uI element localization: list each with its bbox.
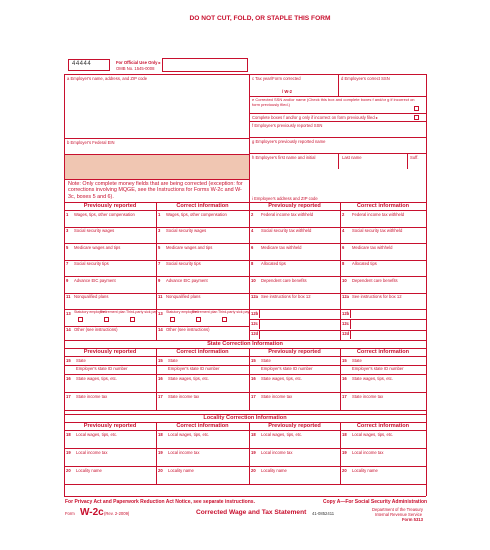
box-label: Local wages, tips, etc.: [76, 431, 118, 437]
box-e2-label: Complete boxes f and/or g only if incorrect on form previously filed ▸: [252, 115, 378, 120]
box-label: Allocated tips: [261, 261, 286, 266]
box-label: State income tax: [261, 393, 293, 399]
rule: [426, 74, 427, 496]
note-text: Note: Only complete money fields that are being corrected (exception: for corrections involving MQGE, see the Instructions for Forms W-2c and W-3c, boxes 5 and 6).: [68, 181, 243, 200]
copy-label: Copy A—For Social Security Administration: [323, 499, 428, 505]
box-label: Advance EIC payment: [166, 277, 208, 283]
rule: [64, 356, 426, 357]
box-14-label: 14: [66, 327, 71, 332]
rule: [350, 310, 351, 318]
box-label: State: [168, 357, 178, 363]
box-label: 9: [158, 277, 161, 283]
box-label: Local wages, tips, etc.: [261, 431, 303, 437]
privacy-notice: For Privacy Act and Paperwork Reduction Act Notice, see separate instructions.: [65, 499, 255, 505]
rule: [64, 74, 426, 75]
box-label: State: [76, 357, 86, 363]
box-label: 3: [66, 228, 69, 233]
box-14-text: Other (see instructions): [74, 327, 118, 332]
box-label: 17: [158, 393, 163, 399]
box-label: Dependent care benefits: [352, 277, 398, 283]
box-label: Wages, tips, other compensation: [74, 211, 135, 217]
rule: [338, 74, 339, 96]
rule: [156, 202, 157, 340]
box-label: Federal income tax withheld: [352, 211, 405, 217]
state-title: State Correction Information: [207, 341, 283, 347]
box-e-checkbox[interactable]: [414, 106, 419, 111]
box-label: 6: [342, 244, 345, 250]
correct-information-header: Correct information: [356, 423, 410, 429]
box-h-label: h Employee's first name and initial: [252, 155, 316, 160]
rule: [64, 484, 426, 485]
box-b-label: b Employer's Federal EIN: [67, 140, 115, 145]
previously-reported-header: Previously reported: [268, 423, 321, 429]
box-12-label: 12b: [251, 310, 259, 316]
rule: [259, 310, 260, 318]
box-label: Locality name: [76, 467, 102, 473]
box-label: Wages, tips, other compensation: [166, 211, 227, 217]
box-12-label: 12b: [342, 310, 350, 316]
box-label: State income tax: [168, 393, 200, 399]
dept-label: Department of the Treasury: [372, 507, 423, 512]
rule: [64, 496, 426, 497]
box-label: 18: [251, 431, 256, 437]
box-d-label: d Employee's correct SSN: [341, 76, 390, 81]
rule: [249, 137, 426, 138]
box-label: Advance EIC payment: [74, 277, 116, 283]
locality-title: Locality Correction Information: [203, 415, 287, 421]
shaded-area: [65, 155, 249, 179]
form-revision: (Rev. 2-2009): [104, 511, 130, 516]
suffix-label: Suff.: [410, 155, 419, 160]
box-label: State: [352, 357, 362, 363]
correct-information-header: Correct information: [356, 349, 410, 355]
box-label: Local wages, tips, etc.: [168, 431, 210, 437]
box-label: 19: [342, 449, 347, 455]
box-label: Dependent care benefits: [261, 277, 307, 283]
box-label: Local wages, tips, etc.: [352, 431, 394, 437]
statutory-label: Statutory employee: [74, 310, 105, 314]
box-13-checkbox[interactable]: [130, 317, 135, 322]
official-use: For Official Use Only ▸: [116, 60, 161, 65]
previously-reported-header: Previously reported: [268, 203, 321, 209]
rule: [340, 348, 341, 410]
box-sublabel: Employer's state ID number: [168, 366, 220, 371]
third-party-label: Third-party sick pay: [126, 310, 158, 314]
box-label: 8: [251, 261, 254, 266]
rule: [350, 320, 351, 328]
box-label: 16: [342, 375, 347, 381]
box-label: Social security wages: [74, 228, 115, 233]
box-label: 20: [66, 467, 71, 473]
box-label: 16: [158, 375, 163, 381]
box-f-label: f Employee's previously reported SSN: [252, 123, 323, 128]
box-label: 2: [251, 211, 254, 217]
box-13-checkbox[interactable]: [196, 317, 201, 322]
third-party-label: Third-party sick pay: [218, 310, 250, 314]
box-14-label: 14: [158, 327, 163, 332]
box-label: 5: [158, 244, 161, 250]
box-label: Federal income tax withheld: [261, 211, 314, 217]
box-label: 11: [158, 294, 163, 299]
box-label: 1: [158, 211, 161, 217]
box-label: 18: [66, 431, 71, 437]
box-label: 10: [251, 277, 256, 283]
box-label: Medicare wages and tips: [74, 244, 121, 250]
rule: [64, 179, 249, 180]
correct-information-header: Correct information: [356, 203, 410, 209]
rule: [64, 138, 249, 139]
statutory-label: Statutory employee: [166, 310, 197, 314]
box-label: Medicare tax withheld: [352, 244, 393, 250]
box-sublabel: Employer's state ID number: [261, 366, 313, 371]
box-a-label: a Employer's name, address, and ZIP code: [67, 76, 148, 81]
rule: [350, 331, 351, 339]
box-c-form: / W-2: [282, 89, 292, 94]
previously-reported-header: Previously reported: [83, 203, 137, 209]
previously-reported-header: Previously reported: [83, 423, 137, 429]
box-label: State income tax: [76, 393, 108, 399]
rule: [64, 410, 426, 411]
box-label: State wages, tips, etc.: [352, 375, 393, 381]
box-label: 7: [158, 261, 161, 266]
box-label: Local income tax: [352, 449, 384, 455]
box-label: 19: [158, 449, 163, 455]
top-warning: DO NOT CUT, FOLD, OR STAPLE THIS FORM: [189, 15, 331, 22]
rule: [249, 319, 426, 320]
box-i-label: i Employee's address and ZIP code: [252, 196, 318, 201]
form-code: Form 5313: [402, 517, 423, 522]
box-label: Local income tax: [261, 449, 293, 455]
correct-information-header: Correct information: [176, 349, 229, 355]
rule: [64, 365, 426, 366]
previously-reported-header: Previously reported: [268, 349, 321, 355]
box-label: 2: [342, 211, 345, 217]
rule: [249, 348, 250, 410]
box-e-label: e Corrected SSN and/or name (Check this box and complete boxes f and/or g if incorrect on form previously filed.): [252, 97, 415, 107]
rule: [249, 121, 426, 122]
rule: [249, 74, 250, 202]
box-13-label: 13: [158, 310, 163, 316]
box-label: 15: [158, 357, 163, 363]
box-label: State wages, tips, etc.: [168, 375, 209, 381]
retirement-label: Retirement plan: [100, 310, 126, 314]
last-name-label: Last name: [342, 155, 362, 160]
correct-information-header: Correct information: [176, 203, 229, 209]
box-label: 10: [342, 277, 347, 283]
box-label: 9: [66, 277, 69, 283]
box-e2-checkbox[interactable]: [414, 115, 419, 120]
box-label: Social security tax withheld: [261, 228, 312, 233]
box-label: Nonqualified plans: [74, 294, 109, 299]
box-label: 15: [342, 357, 347, 363]
box-label: 17: [251, 393, 256, 399]
box-label: 18: [158, 431, 163, 437]
box-12-label: 12d: [251, 331, 259, 337]
rule: [249, 422, 250, 484]
box-12-label: 12c: [342, 320, 349, 326]
box-label: State income tax: [352, 393, 384, 399]
box-label: Social security wages: [166, 228, 207, 233]
box-label: 12a: [251, 294, 258, 299]
box-sublabel: Employer's state ID number: [352, 366, 404, 371]
box-label: 16: [251, 375, 256, 381]
box-label: 20: [158, 467, 163, 473]
box-label: 11: [66, 294, 71, 299]
box-label: Social security tips: [166, 261, 201, 266]
box-label: 8: [342, 261, 345, 266]
box-label: 20: [342, 467, 347, 473]
box-label: Locality name: [352, 467, 378, 473]
box-13-checkbox[interactable]: [78, 317, 83, 322]
box-label: 3: [158, 228, 161, 233]
box-13-checkbox[interactable]: [170, 317, 175, 322]
box-label: 18: [342, 431, 347, 437]
rule: [259, 331, 260, 339]
box-label: 20: [251, 467, 256, 473]
retirement-label: Retirement plan: [192, 310, 218, 314]
rule: [249, 330, 426, 331]
box-label: 4: [342, 228, 345, 233]
rule: [259, 320, 260, 328]
rule: [338, 153, 339, 169]
rule: [156, 348, 157, 410]
box-label: 17: [342, 393, 347, 399]
correct-information-header: Correct information: [176, 423, 229, 429]
box-label: 15: [66, 357, 71, 363]
box-c-label: c Tax year/Form corrected: [252, 76, 301, 81]
irs-label: Internal Revenue Service: [375, 512, 423, 517]
catalog-number: 41-0852411: [312, 511, 335, 516]
form-label: Form: [65, 511, 75, 516]
box-label: 12a: [342, 294, 349, 299]
box-13-checkbox[interactable]: [104, 317, 109, 322]
box-label: See instructions for box 12: [261, 294, 311, 299]
box-label: Locality name: [261, 467, 287, 473]
box-label: 19: [66, 449, 71, 455]
form-number: W-2c: [80, 507, 104, 518]
box-13-label: 13: [66, 310, 71, 316]
box-label: Locality name: [168, 467, 194, 473]
rule: [340, 422, 341, 484]
box-label: Social security tips: [74, 261, 109, 266]
rule: [249, 113, 426, 114]
box-label: 6: [251, 244, 254, 250]
rule: [156, 422, 157, 484]
box-label: Nonqualified plans: [166, 294, 201, 299]
box-label: 7: [66, 261, 69, 266]
box-label: Local income tax: [168, 449, 200, 455]
box-12-label: 12d: [342, 331, 350, 337]
box-label: 1: [66, 211, 69, 217]
rule: [407, 153, 408, 169]
box-label: 17: [66, 393, 71, 399]
box-label: Medicare tax withheld: [261, 244, 302, 250]
box-label: 4: [251, 228, 254, 233]
box-label: 19: [251, 449, 256, 455]
previously-reported-header: Previously reported: [83, 349, 137, 355]
box-label: State: [261, 357, 271, 363]
box-label: Allocated tips: [352, 261, 377, 266]
box-label: Medicare wages and tips: [166, 244, 213, 250]
box-label: Social security tax withheld: [352, 228, 403, 233]
box-label: 16: [66, 375, 71, 381]
box-label: 5: [66, 244, 69, 250]
box-label: State wages, tips, etc.: [261, 375, 302, 381]
control-number: 44444: [72, 61, 92, 67]
box-14-text: Other (see instructions): [166, 327, 210, 332]
box-label: 15: [251, 357, 256, 363]
box-g-label: g Employee's previously reported name: [252, 139, 326, 144]
box-label: State wages, tips, etc.: [76, 375, 117, 381]
box-sublabel: Employer's state ID number: [76, 366, 128, 371]
box-13-checkbox[interactable]: [222, 317, 227, 322]
form-title: Corrected Wage and Tax Statement: [196, 509, 307, 516]
omb-number: OMB No. 1545-0008: [116, 66, 155, 71]
box-label: See instructions for box 12: [352, 294, 402, 299]
box-label: Local income tax: [76, 449, 108, 455]
box-12-label: 12c: [251, 320, 258, 326]
official-use-box: [162, 58, 248, 72]
